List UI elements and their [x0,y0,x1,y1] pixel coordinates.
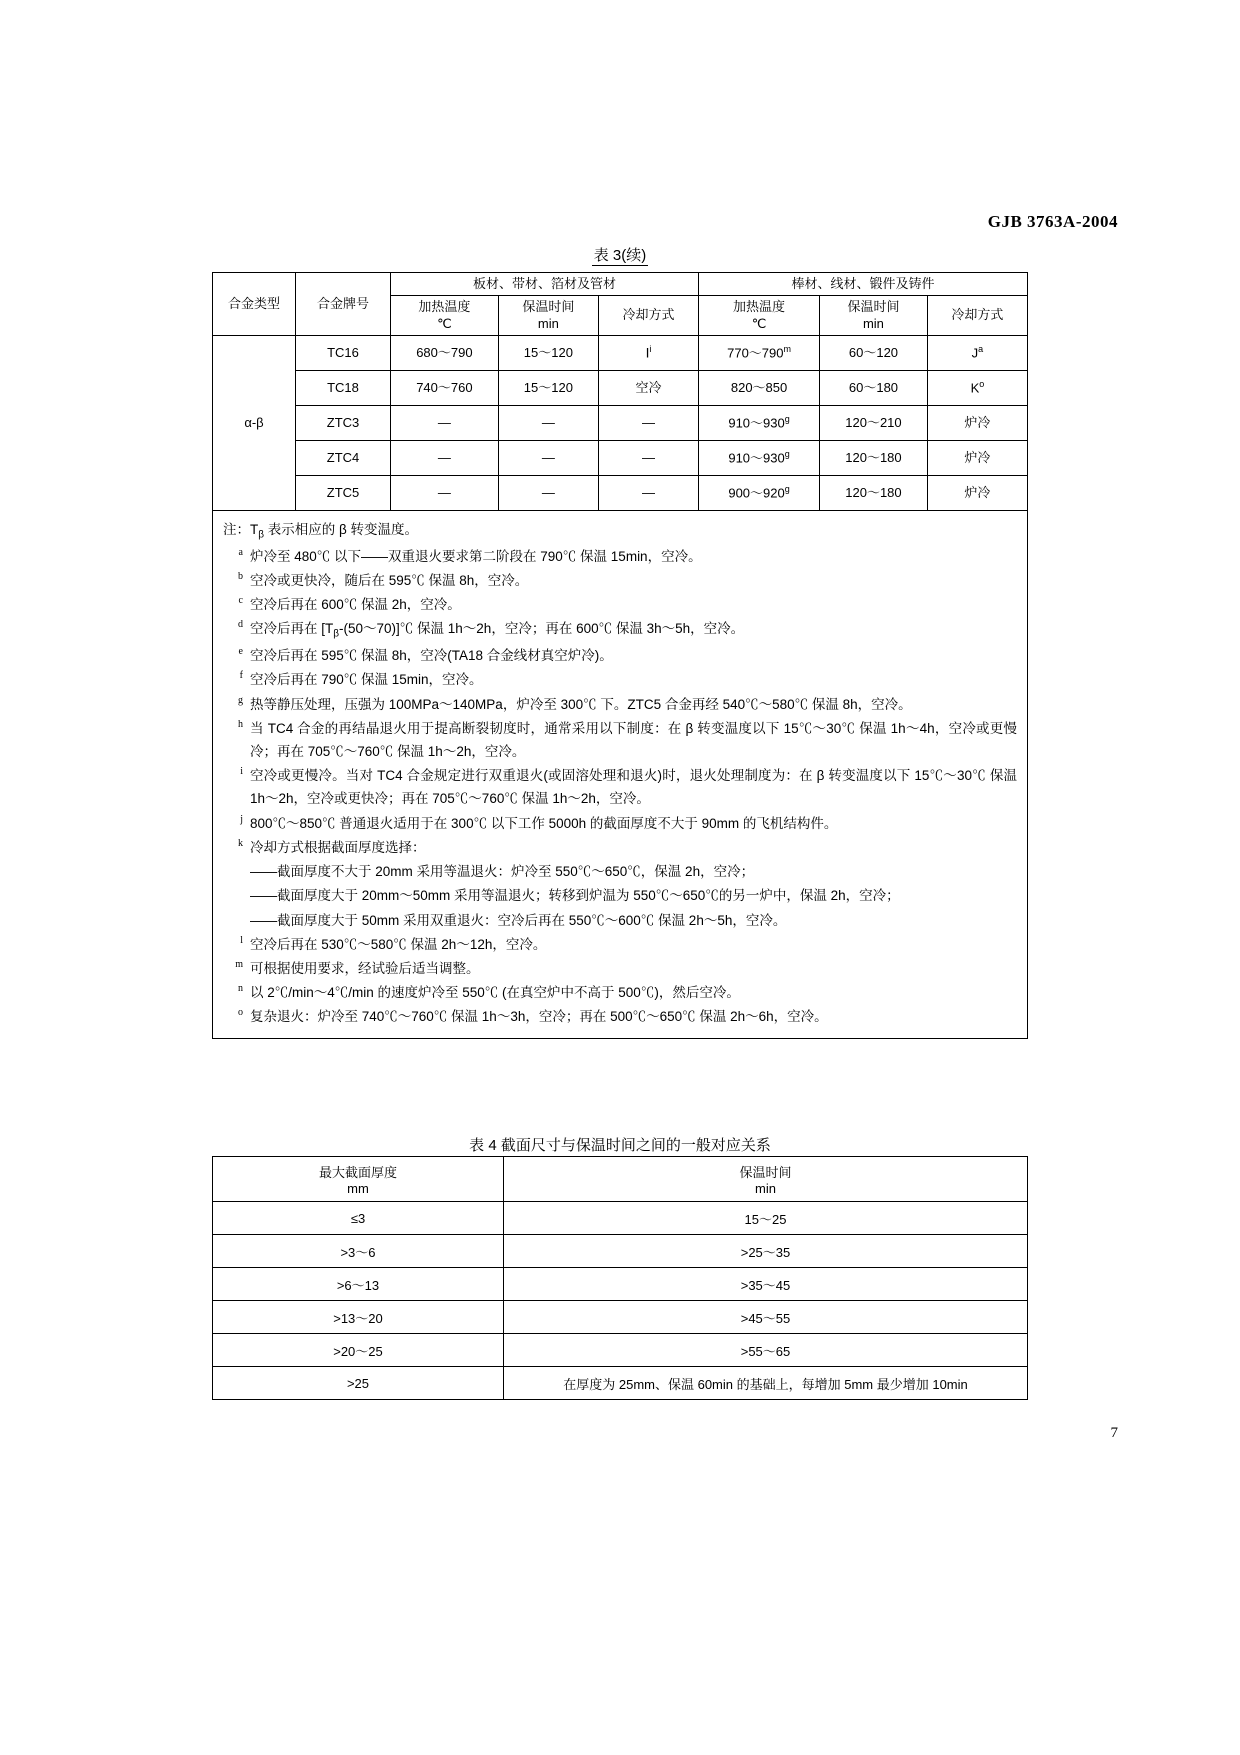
th-sheet-heat-temp-label: 加热温度 [418,299,471,315]
cell-bar-heat-temp: 900～920$^g$ [699,475,820,510]
cell-max-thickness: >25 [213,1367,504,1400]
footnote-text: 空冷或更慢冷。当对 TC4 合金规定进行双重退火(或固溶处理和退火)时，退火处理制度为：在 β 转变温度以下 15℃～30℃ 保温 1h～2h，空冷或更快冷；再在 705℃～760℃ 保温 1h～2h，空冷。 [250,768,1017,807]
table4-header-row [213,1157,1028,1202]
th-bar-cooling: 冷却方式 [927,296,1027,336]
footnote-text: ——截面厚度不大于 20mm 采用等温退火：炉冷至 550℃～650℃，保温 2h，空冷； [250,864,755,880]
footnote-marker: o [238,1007,243,1019]
cell-max-thickness: >6～13 [213,1268,504,1301]
th-hold-time [504,1157,1028,1202]
footnote-item [223,909,1017,932]
footnote-marker: i [240,766,243,778]
cell-sheet-heat-temp: — [391,440,499,475]
footnote-marker: d [238,619,243,631]
th-sheet-hold-time-label: 保温时间 [522,299,575,315]
footnote-item [223,644,1017,667]
th-sheet-cooling: 冷却方式 [598,296,698,336]
table4-container [212,1156,1028,1400]
table3-caption-suffix: (续) [621,247,647,264]
cell-bar-cooling: 炉冷 [927,405,1027,440]
cell-bar-cooling: 炉冷 [927,440,1027,475]
cell-alloy-grade: TC18 [296,370,391,405]
table3 [212,272,1028,511]
cell-sheet-hold-time: — [498,475,598,510]
cell-bar-cooling: 炉冷 [927,475,1027,510]
footnote-item [223,981,1017,1004]
cell-bar-cooling: $K^o$ [927,370,1027,405]
footnote-text: 空冷后再在 600℃ 保温 2h，空冷。 [250,597,461,613]
footnote-marker: l [240,934,243,946]
th-hold-time-unit: min [755,1181,776,1196]
table3-caption-prefix: 表 3 [593,247,622,264]
cell-sheet-hold-time: 15～120 [498,335,598,370]
footnote-item [223,1005,1017,1028]
table-row [213,1301,1028,1334]
th-sheet-hold-time-unit: min [537,315,559,331]
cell-bar-heat-temp: 820～850 [699,370,820,405]
table4 [212,1156,1028,1400]
th-max-thickness-unit: mm [347,1181,369,1196]
table3-caption [0,244,1240,265]
th-hold-time-label: 保温时间 [739,1165,792,1180]
cell-alloy-grade: ZTC5 [296,475,391,510]
cell-alloy-grade: ZTC3 [296,405,391,440]
footnote-item [223,957,1017,980]
footnote-marker: c [238,595,243,607]
footnote-item [223,593,1017,616]
footnote-text: 复杂退火：炉冷至 740℃～760℃ 保温 1h～3h，空冷；再在 500℃～650℃ 保温 2h～6h，空冷。 [250,1009,828,1025]
cell-sheet-cooling: 空冷 [598,370,698,405]
cell-sheet-cooling: — [598,475,698,510]
footnote-mark: a [978,343,984,354]
footnote-marker: h [238,718,243,730]
footnote-item [223,668,1017,691]
footnote-text: 空冷后再在 $[T_\beta-(50\sim 70)]℃$ 保温 1h～2h，空冷；再在 600℃ 保温 3h～5h，空冷。 [250,621,745,640]
th-bar-hold-time [820,296,928,336]
footnote-item [223,860,1017,883]
footnote-text: 可根据使用要求，经试验后适当调整。 [250,961,480,976]
footnote-item [223,884,1017,907]
th-sheet-hold-time [498,296,598,336]
cell-sheet-hold-time: — [498,405,598,440]
footnote-item [223,812,1017,835]
footnote-mark: i [649,343,652,354]
footnote-marker: j [240,813,243,825]
cell-bar-cooling: $J^a$ [927,335,1027,370]
footnote-text: 热等静压处理，压强为 100MPa～140MPa，炉冷至 300℃ 下。ZTC5 合金再经 540℃～580℃ 保温 8h，空冷。 [250,696,912,712]
cell-bar-hold-time: 120～180 [820,440,928,475]
th-alloy-grade: 合金牌号 [296,273,391,336]
cell-sheet-cooling: — [598,440,698,475]
th-max-thickness-label: 最大截面厚度 [318,1165,397,1180]
table-row [213,370,1028,405]
th-bar-hold-time-unit: min [862,315,884,331]
th-alloy-type: 合金类型 [213,273,296,336]
footnote-marker: m [235,959,243,970]
table-row [213,335,1028,370]
cell-sheet-heat-temp: — [391,405,499,440]
footnote-mark: g [784,448,790,459]
cell-sheet-heat-temp: — [391,475,499,510]
footnote-marker: n [238,983,243,995]
cell-sheet-hold-time: — [498,440,598,475]
footnote-marker: f [239,670,243,682]
footnote-text: 空冷后再在 790℃ 保温 15min，空冷。 [250,672,483,688]
cell-bar-heat-temp: 910～930$^g$ [699,440,820,475]
footnote-mark: g [784,413,790,424]
th-group-bar: 棒材、线材、锻件及铸件 [699,273,1028,296]
cell-alloy-grade: TC16 [296,335,391,370]
footnote-mark: m [783,343,791,354]
th-bar-heat-temp [699,296,820,336]
table-row [213,475,1028,510]
cell-hold-time: >55～65 [504,1334,1028,1367]
footnote-item [223,717,1017,763]
cell-hold-time: >45～55 [504,1301,1028,1334]
footnote-item [223,693,1017,716]
table-row [213,1334,1028,1367]
table-row [213,405,1028,440]
footnote-marker: a [238,546,243,558]
footnote-text: 空冷后再在 595℃ 保温 8h，空冷(TA18 合金线材真空炉冷)。 [250,648,613,664]
standard-number-header: GJB 3763A-2004 [987,212,1118,231]
table3-head [213,273,1028,336]
cell-hold-time: 15～25 [504,1202,1028,1235]
table4-head [213,1157,1028,1202]
cell-hold-time: >25～35 [504,1235,1028,1268]
footnote-mark: g [784,483,790,494]
footnote-item [223,764,1017,810]
footnote-text: 以 2℃/min～4℃/min 的速度炉冷至 550℃ (在真空炉中不高于 500℃)，然后空冷。 [250,985,740,1001]
page-number: 7 [1110,1425,1118,1441]
cell-hold-time: >35～45 [504,1268,1028,1301]
cell-max-thickness: ≤3 [213,1202,504,1235]
table3-header-row-1 [213,273,1028,296]
cell-max-thickness: >3～6 [213,1235,504,1268]
footnote-marker: k [238,837,243,849]
footnote-text: 800℃～850℃ 普通退火适用于在 300℃ 以下工作 5000h 的截面厚度不大于 90mm 的飞机结构件。 [250,815,838,831]
th-max-thickness [213,1157,504,1202]
table3-body [213,335,1028,510]
table-row [213,1367,1028,1400]
cell-max-thickness: >20～25 [213,1334,504,1367]
cell-bar-hold-time: 60～180 [820,370,928,405]
footnote-mark: o [979,378,985,389]
th-sheet-heat-temp-unit: ℃ [437,315,452,331]
cell-bar-heat-temp: 770～790$^m$ [699,335,820,370]
th-bar-heat-temp-unit: ℃ [751,315,767,331]
footnote-item [223,518,1017,544]
cell-sheet-cooling: Ⅰ$^i$ [598,335,698,370]
footnote-item [223,545,1017,568]
footnote-item [223,836,1017,859]
th-bar-hold-time-label: 保温时间 [847,299,900,315]
th-bar-heat-temp-label: 加热温度 [733,299,786,315]
table3-container [212,272,1028,1039]
th-sheet-heat-temp [391,296,499,336]
cell-alloy-type: α-β [213,335,296,510]
table-row [213,1202,1028,1235]
footnote-text: 空冷或更快冷，随后在 595℃ 保温 8h，空冷。 [250,572,529,588]
table-row [213,1235,1028,1268]
footnote-text: 当 TC4 合金的再结晶退火用于提高断裂韧度时，通常采用以下制度：在 β 转变温度以下 15℃～30℃ 保温 1h～4h，空冷或更慢冷；再在 705℃～760℃ 保温 1h～2h，空冷。 [250,720,1017,760]
table-row [213,1268,1028,1301]
footnote-text: 冷却方式根据截面厚度选择： [250,839,426,855]
footnote-item [223,617,1017,643]
footnote-text: 注：$T_\beta$ 表示相应的 β 转变温度。 [223,521,419,541]
cell-sheet-heat-temp: 680～790 [391,335,499,370]
cell-bar-hold-time: 60～120 [820,335,928,370]
table-row [213,440,1028,475]
th-group-sheet: 板材、带材、箔材及管材 [391,273,699,296]
cell-bar-hold-time: 120～180 [820,475,928,510]
footnote-item [223,933,1017,956]
footnote-item [223,569,1017,592]
cell-bar-heat-temp: 910～930$^g$ [699,405,820,440]
cell-sheet-heat-temp: 740～760 [391,370,499,405]
footnote-text: ——截面厚度大于 50mm 采用双重退火：空冷后再在 550℃～600℃ 保温 2h～5h，空冷。 [250,912,787,928]
cell-max-thickness: >13～20 [213,1301,504,1334]
footnote-text: 炉冷至 480℃ 以下——双重退火要求第二阶段在 790℃ 保温 15min，空冷。 [250,548,702,564]
footnote-marker: g [238,694,243,706]
cell-alloy-grade: ZTC4 [296,440,391,475]
cell-hold-time: 在厚度为 25mm、保温 60min 的基础上，每增加 5mm 最少增加 10min [504,1367,1028,1400]
footnote-text: ——截面厚度大于 20mm～50mm 采用等温退火；转移到炉温为 550℃～650℃的另一炉中，保温 2h，空冷； [250,888,900,904]
table4-caption: 表 4 截面尺寸与保温时间之间的一般对应关系 [469,1137,771,1154]
footnote-text: 空冷后再在 530℃～580℃ 保温 2h～12h，空冷。 [250,936,547,952]
footnote-marker: b [238,570,243,582]
cell-bar-hold-time: 120～210 [820,405,928,440]
table4-body [213,1202,1028,1400]
cell-sheet-hold-time: 15～120 [498,370,598,405]
footnote-marker: e [238,646,243,658]
table3-notes [212,511,1028,1039]
cell-sheet-cooling: — [598,405,698,440]
